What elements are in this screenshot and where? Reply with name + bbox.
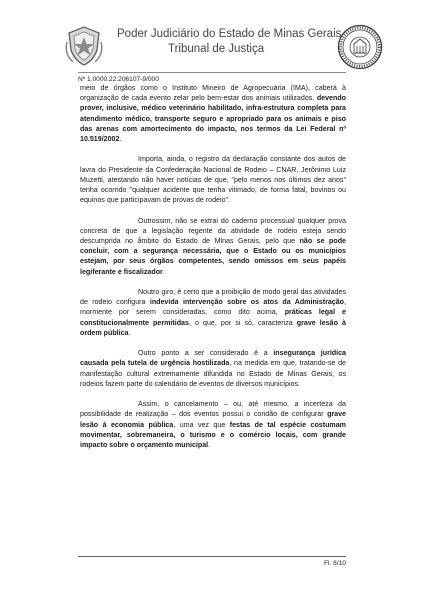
page-number: Fl. 8/10 xyxy=(324,560,346,567)
court-subtitle: Tribunal de Justiça xyxy=(168,43,265,55)
paragraph xyxy=(80,216,346,277)
text-run: Outro ponto a ser considerado é a xyxy=(138,349,274,358)
footer-divider xyxy=(78,556,346,557)
emphasized-text: grave lesão à economia pública xyxy=(80,410,346,429)
coat-of-arms-icon xyxy=(63,24,105,68)
emphasized-text: práticas legal e constitucionalmente permitidas xyxy=(80,308,346,327)
text-run: Assim, o cancelamento – ou, até mesmo, a incerteza da possibilidade de realização – dos eventos possui o condão de configurar xyxy=(80,400,346,419)
text-run: . xyxy=(162,267,165,276)
emphasized-text: grave lesão à ordem pública xyxy=(80,318,346,337)
paragraph xyxy=(80,399,346,450)
document-body xyxy=(80,83,346,460)
emphasized-text: insegurança jurídica causada pela tutela de urgência hostilizada xyxy=(80,349,346,368)
paragraph xyxy=(80,154,346,205)
text-run: , o que, por si só, caracteriza xyxy=(188,318,297,327)
text-run: , na medida em que, tratando-se de manifestação cultural extremamente difundida no Estado de Minas Gerais, os rodeios fazem parte do calendário de eventos de diversos municípios. xyxy=(80,359,346,388)
text-run: Noutro giro, é certo que a proibição de modo geral das atividades de rodeio configura xyxy=(80,288,346,307)
court-name: Poder Judiciário do Estado de Minas Gerais xyxy=(117,28,342,40)
text-run: . xyxy=(119,135,122,144)
paragraph xyxy=(80,348,346,389)
paragraph xyxy=(80,83,346,144)
paragraph xyxy=(80,287,346,338)
process-number: Nº 1.0000.22.206107-9/000 xyxy=(78,76,159,83)
text-run: , uma vez que xyxy=(173,420,230,429)
text-run: meio de órgãos como o Instituto Mineiro de Agropecuária (IMA), caberá à organização de cada evento zelar pelo bem-estar dos animais utilizados, xyxy=(80,84,346,103)
emphasized-text: festas de tal espécie costumam movimentar, sobremaneira, o turismo e o comércio locais, com grande impacto sobre o orçamento municipal xyxy=(80,420,346,450)
text-run: . xyxy=(208,441,211,450)
text-run: Outrossim, não se extrai do caderno processual qualquer prova concreta de que a legislação regente da atividade de rodeio esteja sendo descumprida no âmbito do Estado de Minas Gerais, pelo que xyxy=(80,216,346,246)
emphasized-text: não se pode concluir, com a segurança necessária, que o Estado ou os municípios estejam, por seus órgãos competentes, sendo omissos em seus papéis legiferante e fiscalizador xyxy=(80,237,347,276)
emphasized-text: devendo prover, inclusive, médico veterinário habilitado, infra-estrutura completa para atendimento médico, transporte seguro e apropriado para os animais e piso das arenas com amortecimento do impacto, nos termos da Lei Federal nº 10.519/2002 xyxy=(80,94,346,144)
court-seal-icon xyxy=(337,24,383,70)
text-run: . xyxy=(128,328,131,337)
header-divider xyxy=(78,72,346,73)
text-run: Importa, ainda, o registro da declaração constante dos autos de lavra do Presidente da Confederação Nacional de Rodeio – CNAR, Jerônimo Luiz Muzetti, atestando não haver notícias de que, "pelo menos nos últimos dez anos" tenha ocorrido "qualquer acidente que tenha vitimado, de forma fatal, bovinos ou equinos que participavam de provas de rodeio". xyxy=(80,155,346,205)
text-run: , mormente por serem consideradas, como dito acima, xyxy=(80,298,346,317)
emphasized-text: indevida intervenção sobre os atos da Administração xyxy=(149,298,344,307)
